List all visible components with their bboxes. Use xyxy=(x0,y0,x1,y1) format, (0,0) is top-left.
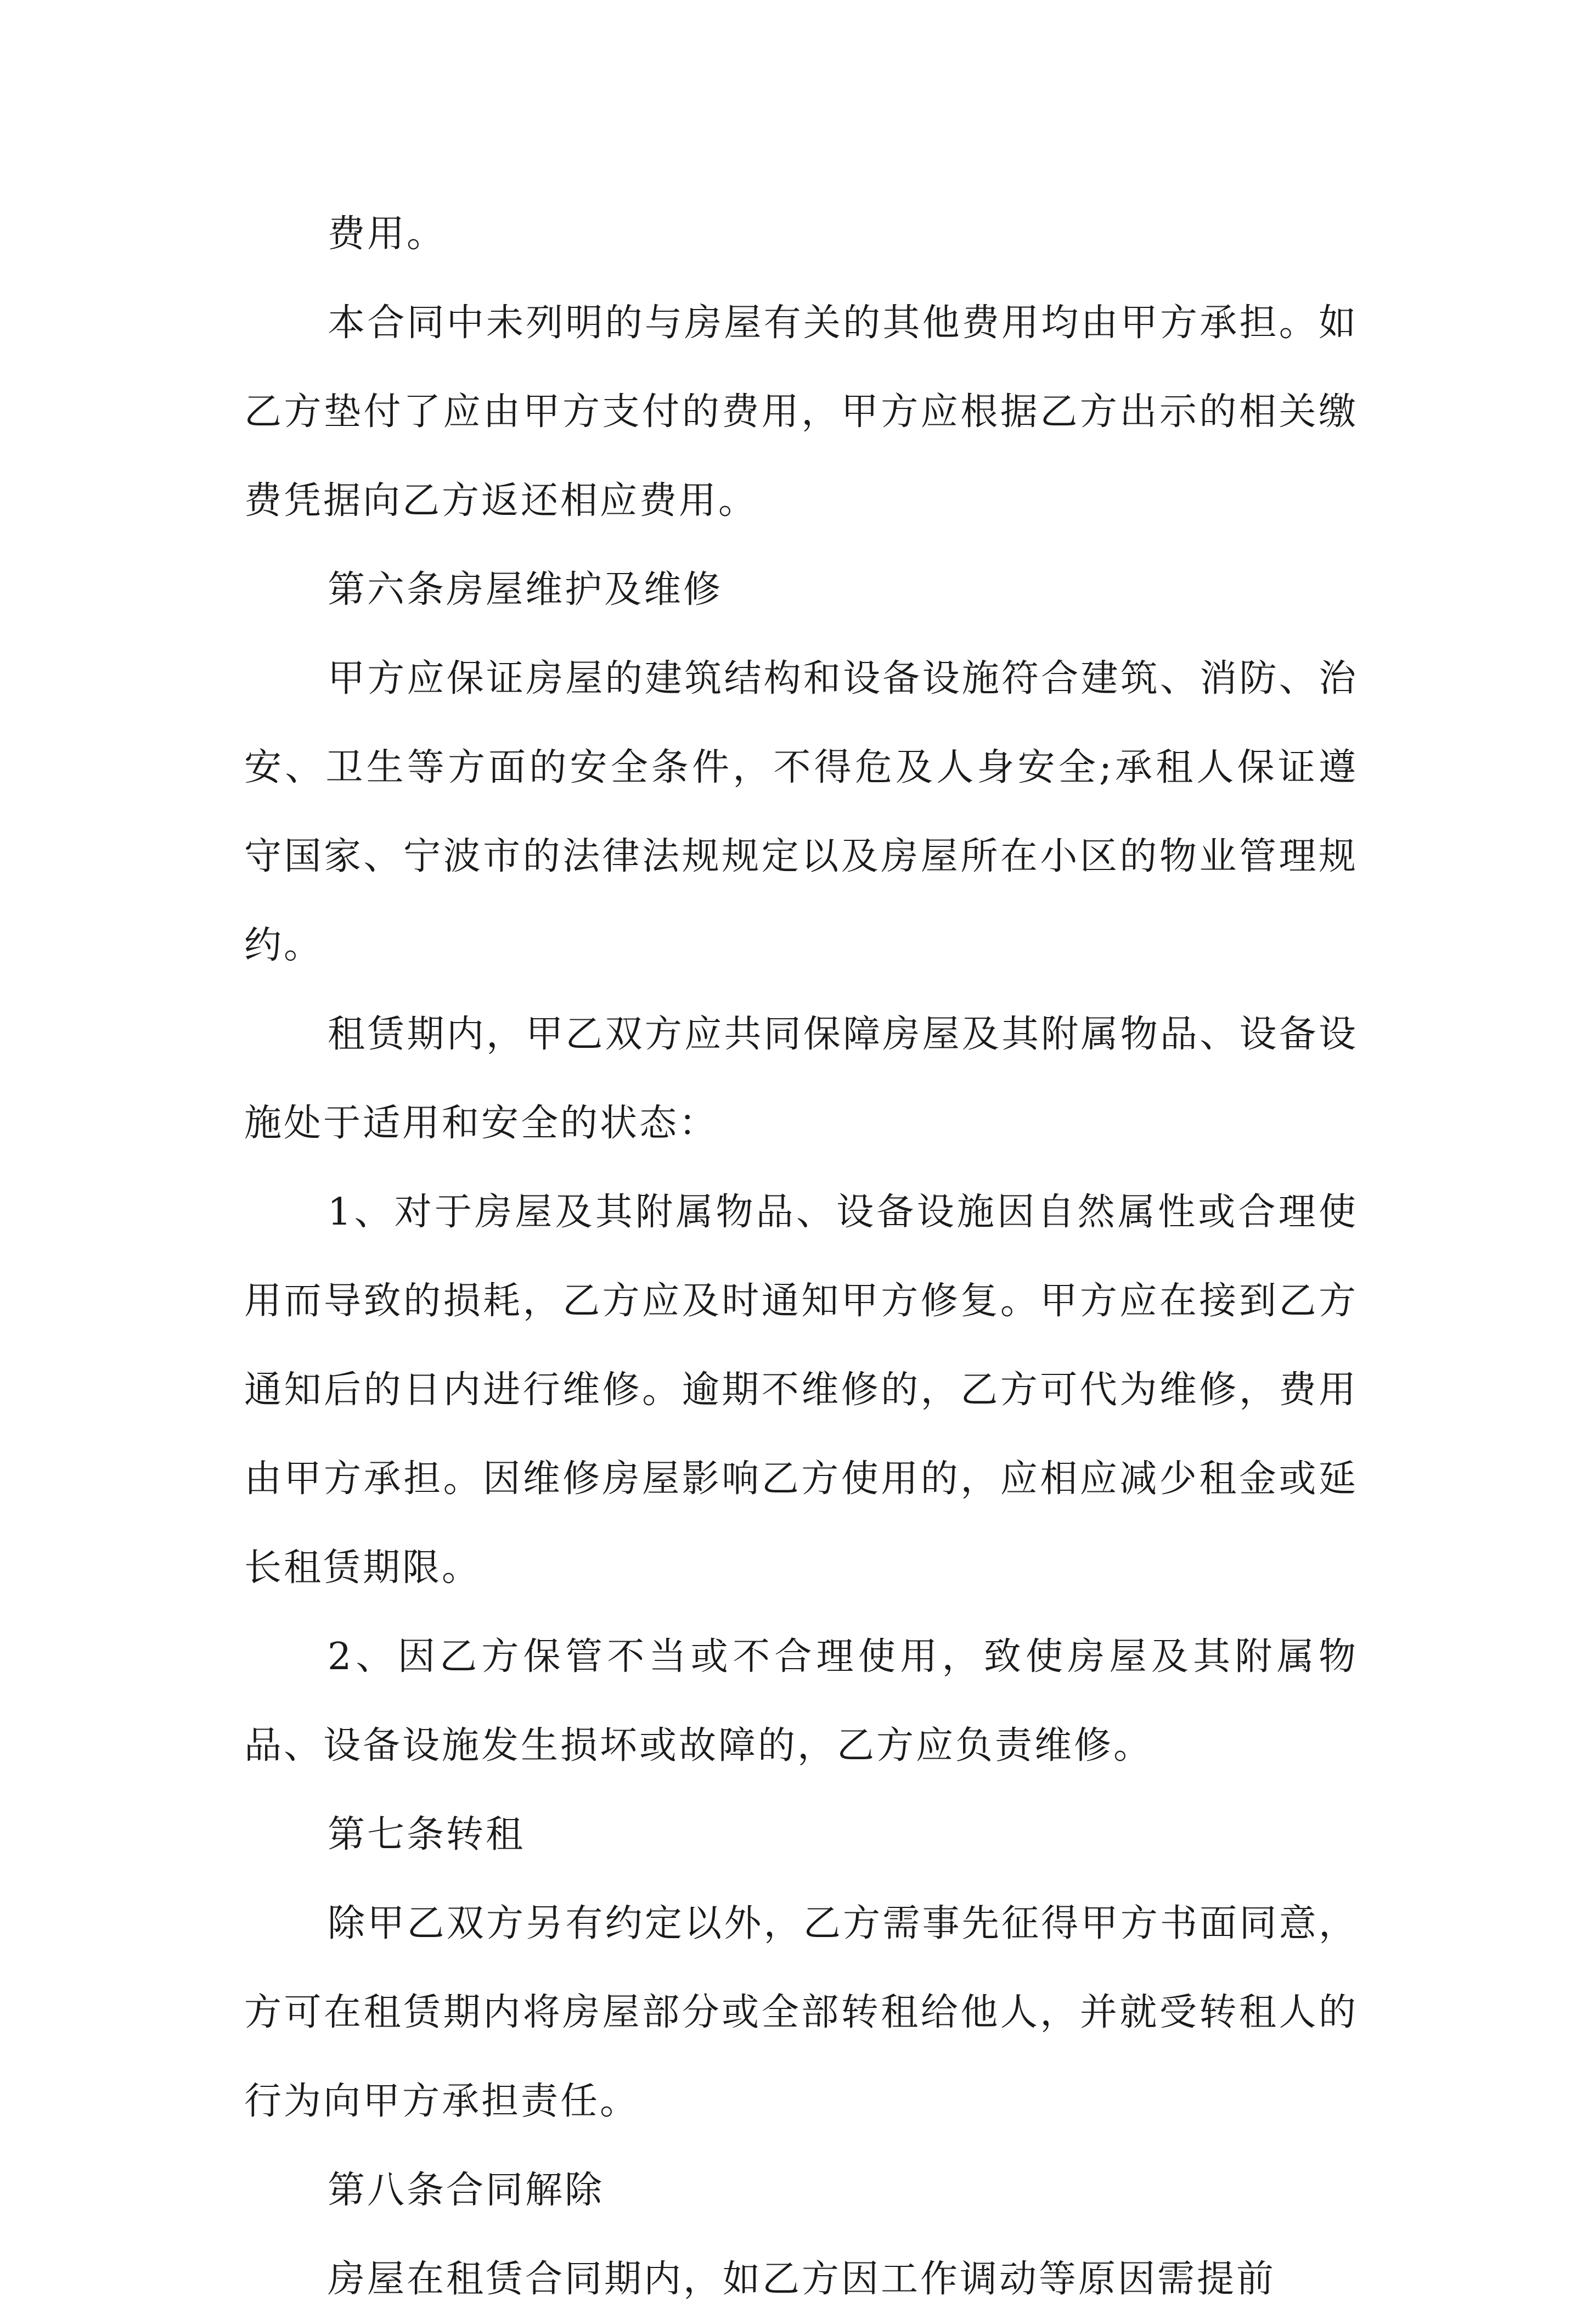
paragraph-lease-period-duty: 租赁期内，甲乙双方应共同保障房屋及其附属物品、设备设施处于适用和安全的状态： xyxy=(244,1013,1358,1145)
heading-article-7: 第七条转租 xyxy=(328,1813,526,1856)
paragraph-other-fees: 本合同中未列明的与房屋有关的其他费用均由甲方承担。如乙方垫付了应由甲方支付的费用，甲方应根据乙方出示的相关缴费凭据向乙方返还相应费用。 xyxy=(244,301,1358,523)
paragraph-sublease: 除甲乙双方另有约定以外，乙方需事先征得甲方书面同意，方可在租赁期内将房屋部分或全部转租给他人，并就受转租人的行为向甲方承担责任。 xyxy=(244,1902,1358,2123)
heading-article-8: 第八条合同解除 xyxy=(328,2169,605,2212)
paragraph-repair-item-2: 2、因乙方保管不当或不合理使用，致使房屋及其附属物品、设备设施发生损坏或故障的，乙方应负责维修。 xyxy=(244,1635,1358,1767)
document-body xyxy=(244,190,1358,2324)
paragraph-termination: 房屋在租赁合同期内，如乙方因工作调动等原因需提前 xyxy=(328,2258,1276,2301)
heading-article-6: 第六条房屋维护及维修 xyxy=(328,568,723,611)
paragraph-safety-conditions: 甲方应保证房屋的建筑结构和设备设施符合建筑、消防、治安、卫生等方面的安全条件，不得危及人身安全;承租人保证遵守国家、宁波市的法律法规规定以及房屋所在小区的物业管理规约。 xyxy=(244,657,1358,967)
paragraph-repair-item-1: 1、对于房屋及其附属物品、设备设施因自然属性或合理使用而导致的损耗，乙方应及时通知甲方修复。甲方应在接到乙方通知后的日内进行维修。逾期不维修的，乙方可代为维修，费用由甲方承担。因维修房屋影响乙方使用的，应相应减少租金或延长租赁期限。 xyxy=(244,1191,1358,1590)
paragraph-fees-end: 费用。 xyxy=(328,212,447,256)
